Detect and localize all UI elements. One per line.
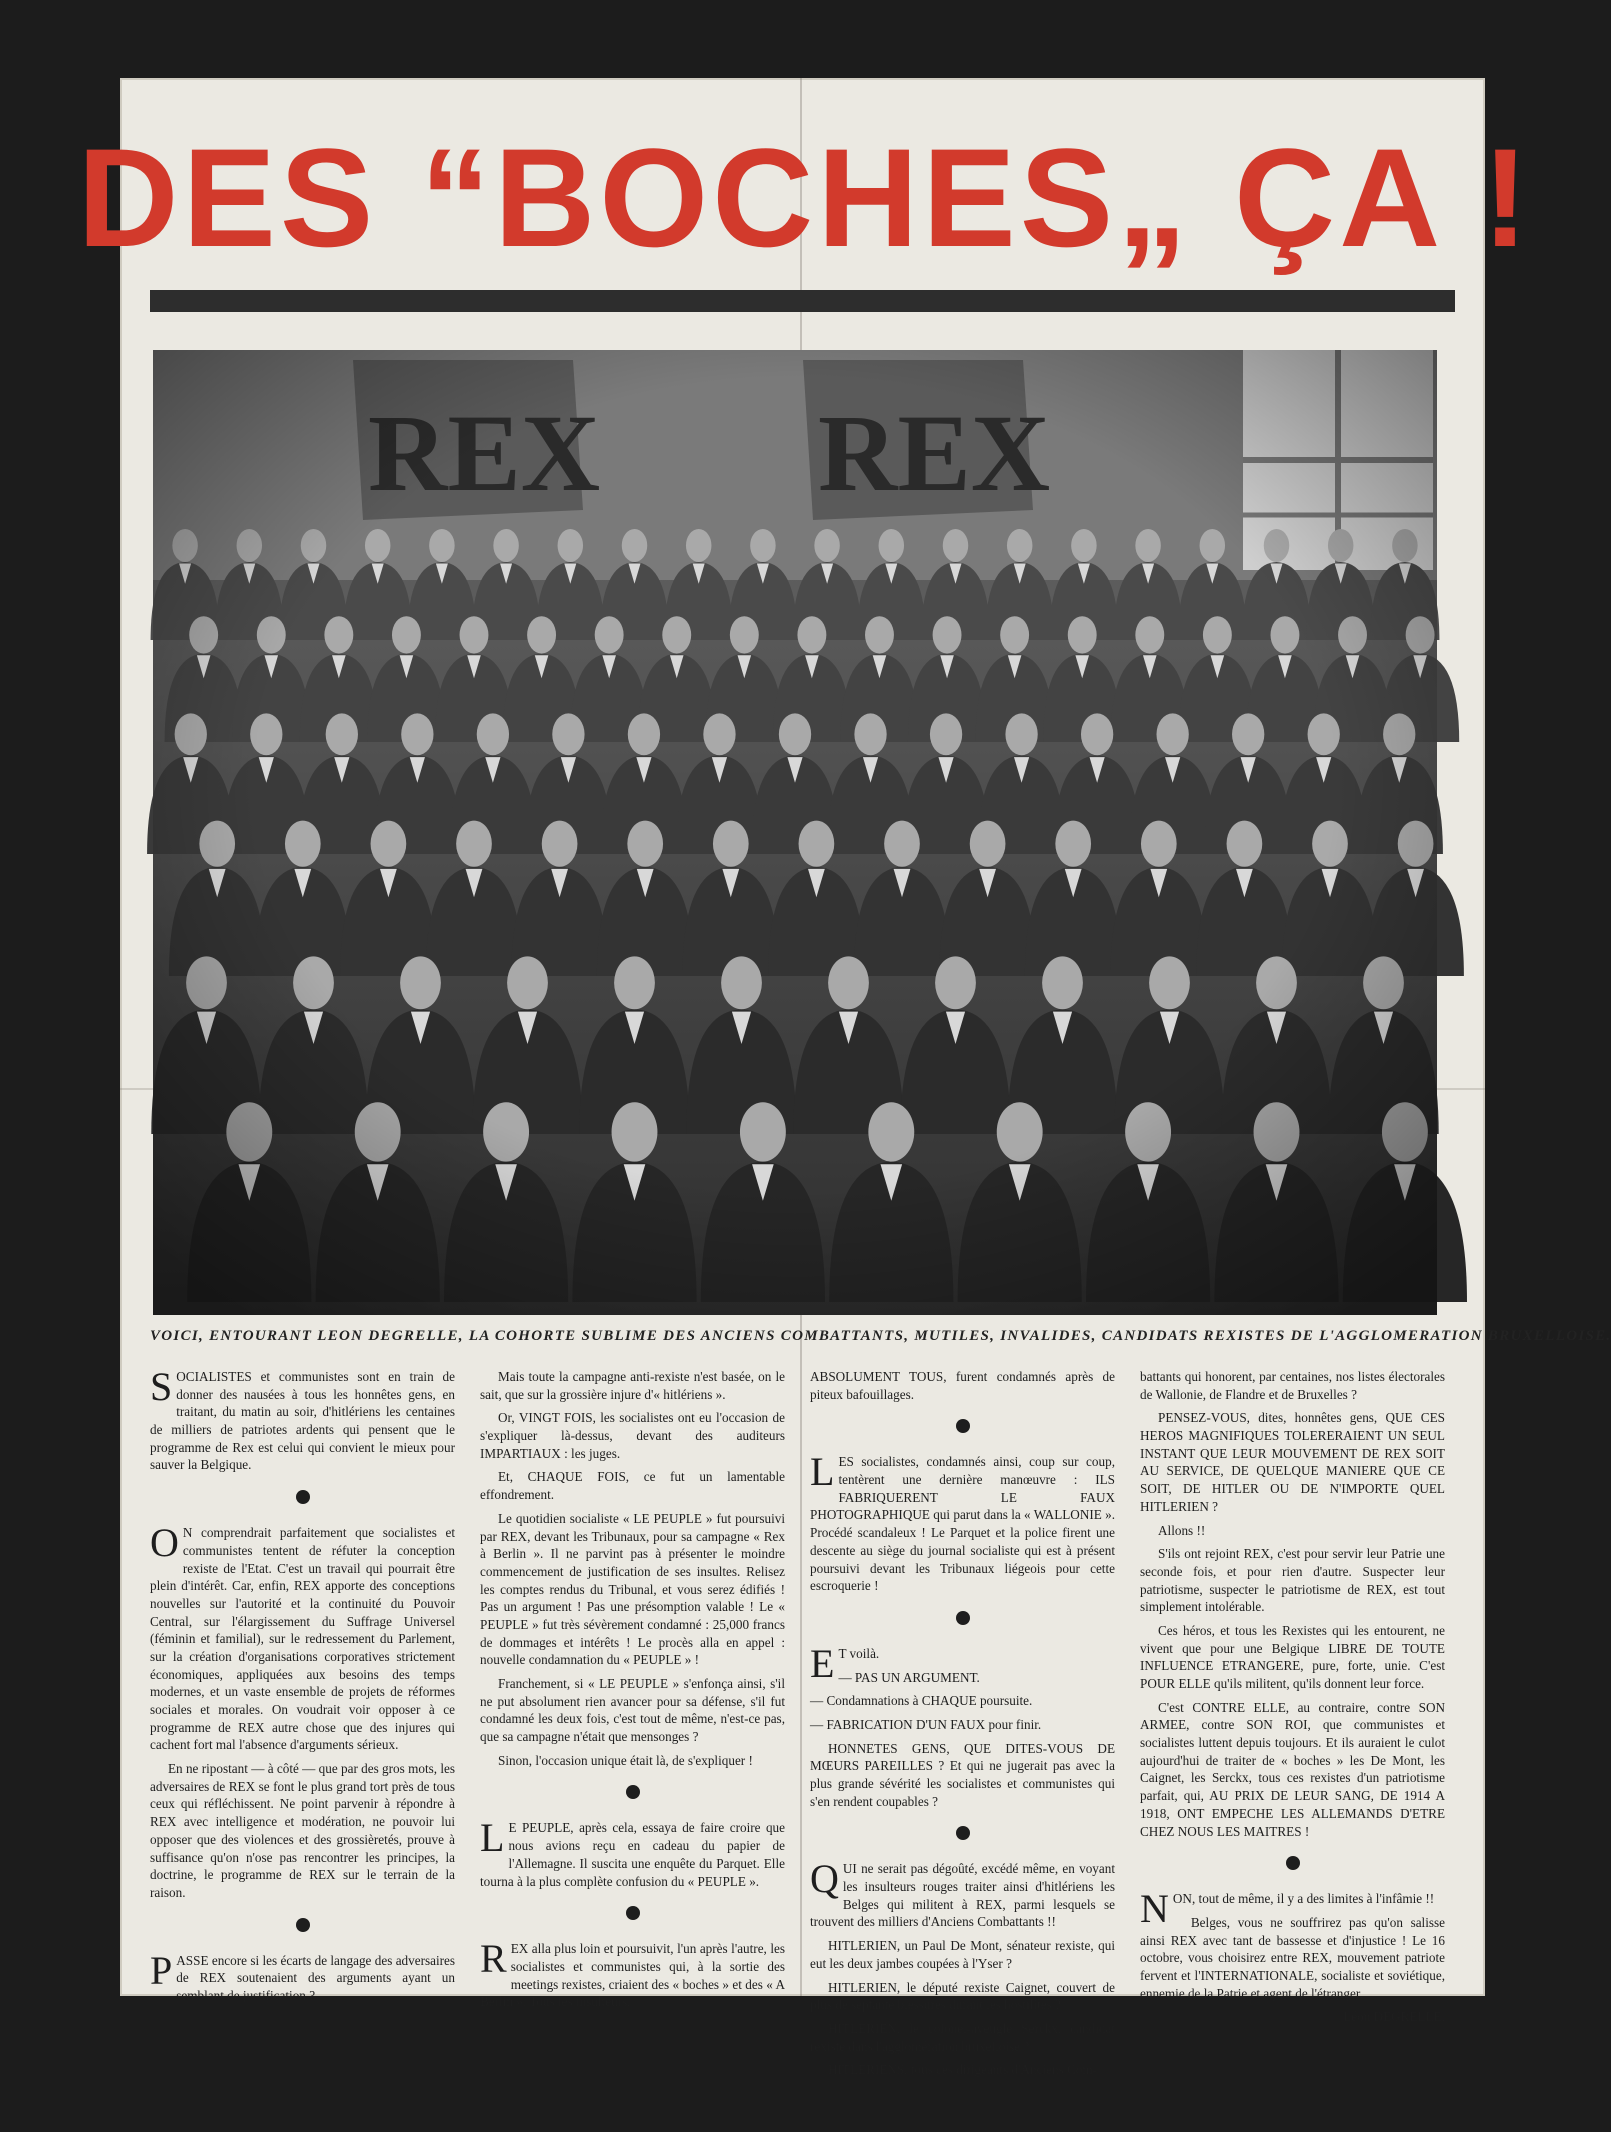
- c4-paragraph-5: Ces héros, et tous les Rexistes qui les entourent, ne vivent que pour une Belgique LIBRE DE TOUTE INFLUENCE ETRANGERE, pure, forte, unie. C'est POUR ELLE qu'ils militent, qu'ils donnent leur force.: [1140, 1622, 1445, 1691]
- column-2: [480, 1368, 785, 2010]
- separator-dot: [626, 1785, 640, 1799]
- c1-paragraph-1: SOCIALISTES et communistes sont en train de donner des nausées à tous les honnêtes gens, en traitant, du matin au soir, d'hitlériens les centaines de milliers de patriotes ardents qui pensent que le programme de Rex est celui qui convient le mieux pour sauver la Belgique.: [150, 1364, 455, 1473]
- c4-paragraph-8: Belges, vous ne souffrirez pas qu'on salisse ainsi REX avec tant de bassesse et d'injustice ! Le 16 octobre, vous choisirez entre REX, mouvement patriote fervent et l'INTERNATIONALE, socialiste et soviétique, ennemie de la Patrie et agent de l'étranger.: [1140, 1914, 1445, 2001]
- c4-paragraph-2: PENSEZ-VOUS, dites, honnêtes gens, QUE CES HEROS MAGNIFIQUES TOLERERAIENT UN SEUL INSTANT QUE LEUR MOUVEMENT DE REX SOIT AU SERVICE, DE QUELQUE MANIERE QUE CE SOIT, DE HITLER OU DE N'IMPORTE QUEL HITLERIEN ?: [1140, 1410, 1445, 1514]
- newspaper-sheet: [77, 78, 1611, 2078]
- separator-dot: [1286, 1856, 1300, 1870]
- column-1: [150, 1364, 455, 2003]
- c2-paragraph-2: Or, VINGT FOIS, les socialistes ont eu l'occasion de s'expliquer là-dessus, devant des auditeurs IMPARTIAUX : les juges.: [480, 1410, 785, 1461]
- c2-paragraph-1: Mais toute la campagne anti-rexiste n'est basée, on le sait, que sur la grossière injure d'« hitlériens ».: [480, 1369, 785, 1402]
- c3-paragraph-5: — Condamnations à CHAQUE poursuite.: [810, 1693, 1033, 1709]
- headline: DES “BOCHES„ ÇA !: [77, 119, 1533, 276]
- headline-rule: [150, 290, 1455, 312]
- c3-paragraph-1: ABSOLUMENT TOUS, furent condamnés après de piteux bafouillages.: [810, 1369, 1115, 1402]
- separator-dot: [956, 1611, 970, 1625]
- c2-paragraph-5: Franchement, si « LE PEUPLE » s'enfonça ainsi, s'il ne put absolument rien avancer pour sa défense, s'il fut condamné les deux fois, c'est tout de même, n'est-ce pas, que sa campagne n'était que mensonges ?: [480, 1676, 785, 1745]
- c3-paragraph-7: HONNETES GENS, QUE DITES-VOUS DE MŒURS PAREILLES ? Et qui ne jugerait pas avec la plus grande sévérité les socialistes et communistes qui s'en rendent coupables ?: [810, 1740, 1115, 1809]
- photo-caption: VOICI, ENTOURANT LEON DEGRELLE, LA COHORTE SUBLIME DES ANCIENS COMBATTANTS, MUTILES, INVALIDES, CANDIDATS REXISTES DE L'AGGLOMERATION BRUXELLOISE.: [150, 1328, 1611, 1344]
- c3-paragraph-6: — FABRICATION D'UN FAUX pour finir.: [810, 1716, 1042, 1732]
- c2-paragraph-4: Le quotidien socialiste « LE PEUPLE » fut poursuivi par REX, devant les Tribunaux, pour sa campagne « Rex à Berlin ». Il ne parvint pas à présenter le moindre commencement de justification de ses insultes. Relisez les comptes rendus du Tribunal, et vous serez édifiés ! Pas un argument ! Pas une présomption valable ! Le « PEUPLE » fut très sévèrement condamné : 25,000 francs de dommages et intérêts ! Le procès alla en appel : nouvelle condamnation du « PEUPLE » !: [480, 1510, 785, 1668]
- c3-paragraph-3: ET voilà.: [810, 1640, 880, 1686]
- c4-paragraph-6: C'est CONTRE ELLE, au contraire, contre SON ARMEE, contre SON ROI, que communistes et socialistes luttent depuis toujours. Et ils auraient le culot aujourd'hui de traiter de « boches » les De Mont, les Caignet, les Serckx, tous ces rexistes d'un patriotisme parfait, qui, AU PRIX DE LEUR SANG, DE 1914 A 1918, ONT EMPECHE LES ALLEMANDS D'ETRE CHEZ NOUS LES MAITRES !: [1140, 1699, 1445, 1839]
- column-3: [810, 1368, 1115, 2078]
- separator-dot: [956, 1419, 970, 1433]
- separator-dot: [956, 1826, 970, 1840]
- c4-paragraph-4: S'ils ont rejoint REX, c'est pour servir leur Patrie une seconde fois, et pour rien d'autre. Suspecter leur patriotisme, suspecter le patriotisme de REX, est tout simplement intolérable.: [1140, 1546, 1445, 1615]
- c2-paragraph-7: LE PEUPLE, après cela, essaya de faire croire que nous avions reçu en cadeau du papier de l'Allemagne. Il suscita une enquête du Parquet. Elle tourna à la plus complète confusion du « PEUPLE ».: [480, 1815, 785, 1889]
- c3-paragraph-12: HITLERIENS, tous ces dirigeants d'Anciens Com-: [828, 2062, 1098, 2078]
- c3-paragraph-8: QUI ne serait pas dégoûté, excédé même, en voyant les insulteurs rouges traiter ainsi d'hitlériens les Belges qui militent à REX, parmi lesquels se trouvent des milliers d'Anciens Combattants !!: [810, 1856, 1115, 1930]
- c4-paragraph-7: NON, tout de même, il y a des limites à l'infâmie !!: [1140, 1886, 1435, 1932]
- c1-paragraph-3: En ne ripostant — à côté — que par des gros mots, les adversaires de REX se font le plus grand tort près de tous ceux qui réfléchissent. Ne point parvenir à répondre à REX avec intelligence et modération, ne pouvoir lui opposer que des violences et des grossièretés, prouve à suffisance qu'on n'ose pas rencontrer les principes, la doctrine, le programme de REX sur le terrain de la raison.: [150, 1761, 455, 1900]
- c1-paragraph-4: PASSE encore si les écarts de langage des adversaires de REX soutenaient des arguments ayant un semblant de justification ?: [150, 1947, 455, 2003]
- column-4: [1140, 1368, 1445, 2025]
- c2-paragraph-6: Sinon, l'occasion unique était là, de s'expliquer !: [498, 1752, 753, 1768]
- c3-paragraph-11: HITLERIEN, le colonel-aveugle Serckx, candidat rexiste dans l'agglomération bruxelloise ?: [810, 2020, 1115, 2054]
- c4-paragraph-1: battants qui honorent, par centaines, nos listes électorales de Wallonie, de Flandre et de Bruxelles ?: [1140, 1369, 1445, 1402]
- photo-illustration: [153, 350, 1437, 1315]
- group-photo: [153, 350, 1437, 1315]
- separator-dot: [296, 1490, 310, 1504]
- c3-paragraph-9: HITLERIEN, un Paul De Mont, sénateur rexiste, qui eut les deux jambes coupées à l'Yser ?: [810, 1938, 1115, 1971]
- separator-dot: [626, 1906, 640, 1920]
- c2-paragraph-8: REX alla plus loin et poursuivit, l'un après l'autre, les socialistes et communistes qui, à la sortie des meetings rexistes, criaient des « boches » et des « A Berlin ». Tous les insulteurs,: [480, 1936, 785, 2010]
- c2-paragraph-3: Et, CHAQUE FOIS, ce fut un lamentable effondrement.: [480, 1469, 785, 1503]
- c3-paragraph-4: — PAS UN ARGUMENT.: [838, 1669, 980, 1685]
- c4-paragraph-3: Allons !!: [1158, 1522, 1206, 1538]
- c3-paragraph-2: LES socialistes, condamnés ainsi, coup sur coup, tentèrent une dernière manœuvre : ILS FABRIQUERENT LE FAUX PHOTOGRAPHIQUE qui parut dans la « WALLONIE ». Procédé scandaleux ! Le Parquet et la police firent une descente au siège du journal socialiste qui est à présent poursuivi devant les Tribunaux liégeois pour cette escroquerie !: [810, 1449, 1115, 1594]
- separator-dot: [296, 1918, 310, 1932]
- c3-paragraph-10: HITLERIEN, le député rexiste Caignet, couvert de plus de septante blessures durant les hostilités ?: [810, 1979, 1115, 2013]
- c1-paragraph-2: ON comprendrait parfaitement que socialistes et communistes tentent de réfuter la conception rexiste de l'Etat. C'est un travail qui pourrait être plein d'intérêt. Car, enfin, REX apporte des conceptions nouvelles sur l'autorité et la continuité du Pouvoir Central, sur l'élargissement du Suffrage Universel (féminin et familial), sur le redressement du Parlement, sur la création d'organisations corporatives strictement économiques, appliquées aux besoins des temps modernes, et un vaste ensemble de projets de réformes sociales et morales. On voudrait voir opposer à ce programme de REX autre chose que des injures qui cachent fort mal l'absence d'arguments sérieux.: [150, 1520, 455, 1753]
- signature: Léon DEGRELLE.: [1343, 2009, 1445, 2025]
